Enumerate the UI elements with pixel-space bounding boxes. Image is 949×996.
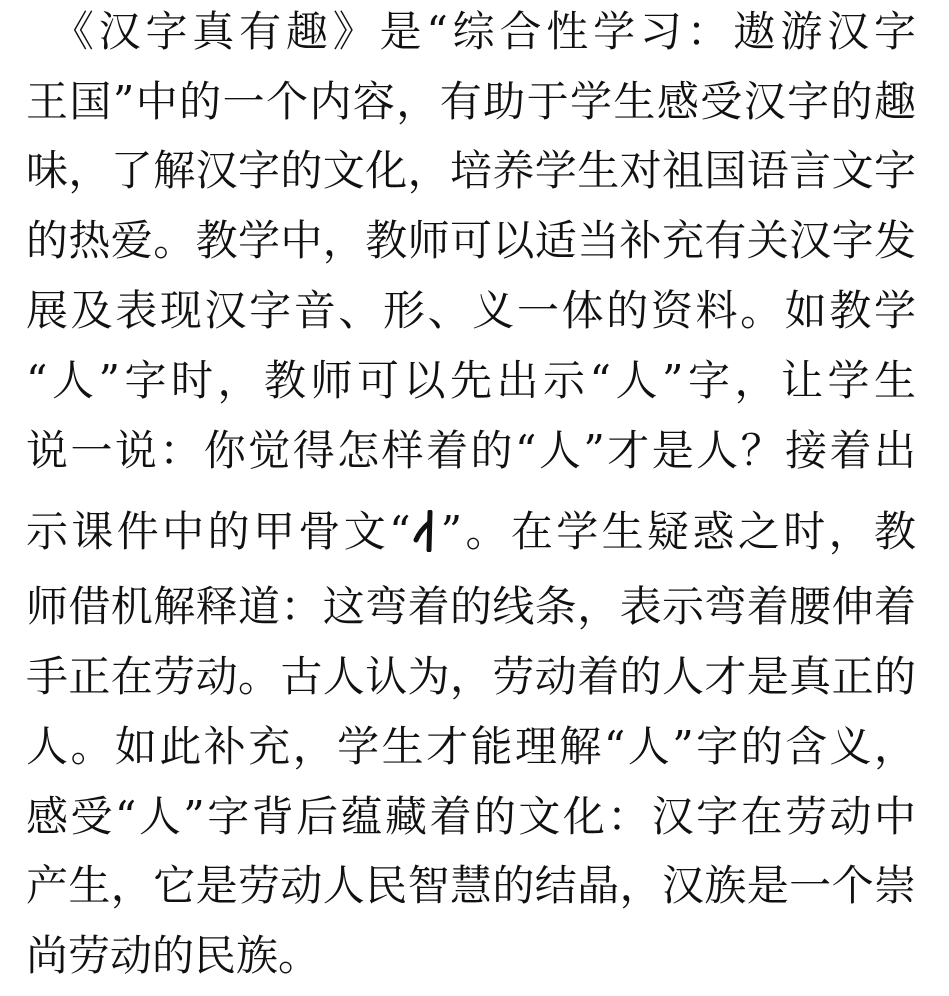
paragraph-line-8-part-1: 示课件中的甲骨文“: [26, 507, 411, 556]
paragraph-line-12: 感受“人”字背后蕴藏着的文化：汉字在劳动中: [26, 792, 916, 841]
paragraph-line-1: 《汉字真有趣》是“综合性学习：遨游汉字: [26, 7, 916, 56]
paragraph-line-9: 师借机解释道：这弯着的线条，表示弯着腰伸着: [26, 582, 916, 631]
oracle-bone-ren-icon: [411, 510, 441, 552]
paragraph-line-7: 说一说：你觉得怎样着的“人”才是人？接着出: [26, 426, 916, 475]
paragraph-line-11: 人。如此补充，学生才能理解“人”字的含义，: [26, 722, 916, 771]
paragraph-line-2: 王国”中的一个内容，有助于学生感受汉字的趣: [26, 77, 916, 126]
paragraph-line-4: 的热爱。教学中，教师可以适当补充有关汉字发: [26, 216, 916, 265]
paragraph-line-8-part-2: ”。在学生疑惑之时，教: [440, 507, 916, 556]
paragraph-line-8: [26, 502, 916, 562]
paragraph-line-5: 展及表现汉字音、形、义一体的资料。如教学: [26, 286, 916, 335]
paragraph-line-6: “人”字时，教师可以先出示“人”字，让学生: [26, 356, 916, 405]
paragraph-line-10: 手正在劳动。古人认为，劳动着的人才是真正的: [26, 652, 916, 701]
paragraph-line-13: 产生，它是劳动人民智慧的结晶，汉族是一个崇: [26, 861, 916, 910]
paragraph-line-14: 尚劳动的民族。: [26, 931, 321, 980]
paragraph-line-3: 味，了解汉字的文化，培养学生对祖国语言文字: [26, 146, 916, 195]
document-page: [26, 0, 916, 996]
